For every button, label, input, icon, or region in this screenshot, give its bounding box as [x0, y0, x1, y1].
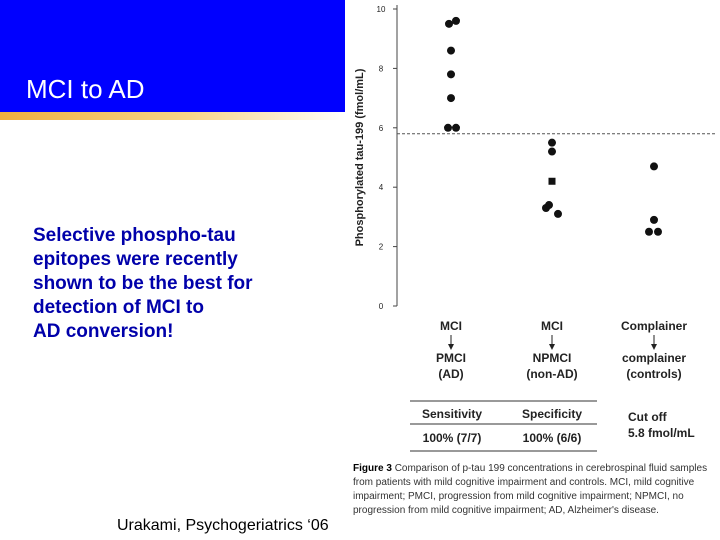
- caption-text: Comparison of p-tau 199 concentrations in cerebrospinal fluid samples from patients with mild cognitive impairment and controls. MCI, mild cognitive impairment; PMCI, progression from mild cognitive impairment; NPMCI, no progression from mild cognitive impairment; AD, Alzheimer's disease.: [353, 463, 708, 516]
- data-point: [645, 228, 653, 236]
- down-arrow-icon: [448, 344, 454, 350]
- data-point: [452, 124, 460, 132]
- body-line: detection of MCI to: [33, 297, 204, 318]
- y-tick-label: 8: [378, 64, 384, 74]
- data-point: [452, 17, 460, 25]
- group-bottom-label: (controls): [626, 367, 682, 381]
- citation: Urakami, Psychogeriatrics ‘06: [117, 517, 329, 534]
- data-point: [654, 228, 662, 236]
- y-tick-label: 10: [376, 5, 386, 14]
- data-point: [447, 47, 455, 55]
- body-line: AD conversion!: [33, 321, 174, 342]
- data-point: [554, 210, 562, 218]
- data-point: [447, 94, 455, 102]
- figure-panel: [345, 0, 720, 540]
- data-point: [444, 124, 452, 132]
- caption-label: Figure 3: [353, 463, 392, 474]
- table-cell: 100% (7/7): [422, 431, 482, 445]
- accent-bar: [0, 112, 345, 120]
- group-bottom-label: complainer: [621, 351, 687, 365]
- table-header: Specificity: [521, 407, 583, 421]
- data-point: [542, 204, 550, 212]
- y-tick-label: 6: [378, 123, 384, 133]
- figure-caption: [353, 462, 717, 518]
- cutoff-value: 5.8 fmol/mL: [628, 426, 695, 440]
- data-point: [549, 178, 556, 185]
- down-arrow-icon: [549, 344, 555, 350]
- group-top-label: Complainer: [620, 319, 688, 333]
- down-arrow-icon: [651, 344, 657, 350]
- table-header: Sensitivity: [421, 407, 483, 421]
- body-line: Selective phospho-tau: [33, 225, 236, 246]
- slide-title: MCI to AD: [26, 74, 145, 104]
- data-point: [548, 148, 556, 156]
- group-bottom-label: (non-AD): [526, 367, 578, 381]
- y-tick-label: 2: [378, 242, 384, 252]
- group-bottom-label: PMCI: [436, 351, 466, 365]
- y-axis-label: Phosphorylated tau-199 (fmol/mL): [354, 68, 366, 247]
- data-point: [548, 139, 556, 147]
- scatter-chart: [345, 0, 720, 460]
- data-point: [445, 20, 453, 28]
- group-top-label: MCI: [541, 319, 563, 333]
- data-point: [447, 70, 455, 78]
- data-point: [650, 162, 658, 170]
- body-line: epitopes were recently: [33, 249, 238, 270]
- group-bottom-label: NPMCI: [532, 351, 572, 365]
- group-bottom-label: (AD): [438, 367, 464, 381]
- y-tick-label: 4: [378, 183, 384, 193]
- data-point: [650, 216, 658, 224]
- body-text: [33, 224, 333, 344]
- cutoff-label: Cut off: [628, 410, 667, 424]
- y-tick-label: 0: [378, 302, 384, 311]
- table-cell: 100% (6/6): [522, 431, 582, 445]
- group-top-label: MCI: [440, 319, 462, 333]
- body-line: shown to be the best for: [33, 273, 253, 294]
- title-banner: [0, 0, 345, 112]
